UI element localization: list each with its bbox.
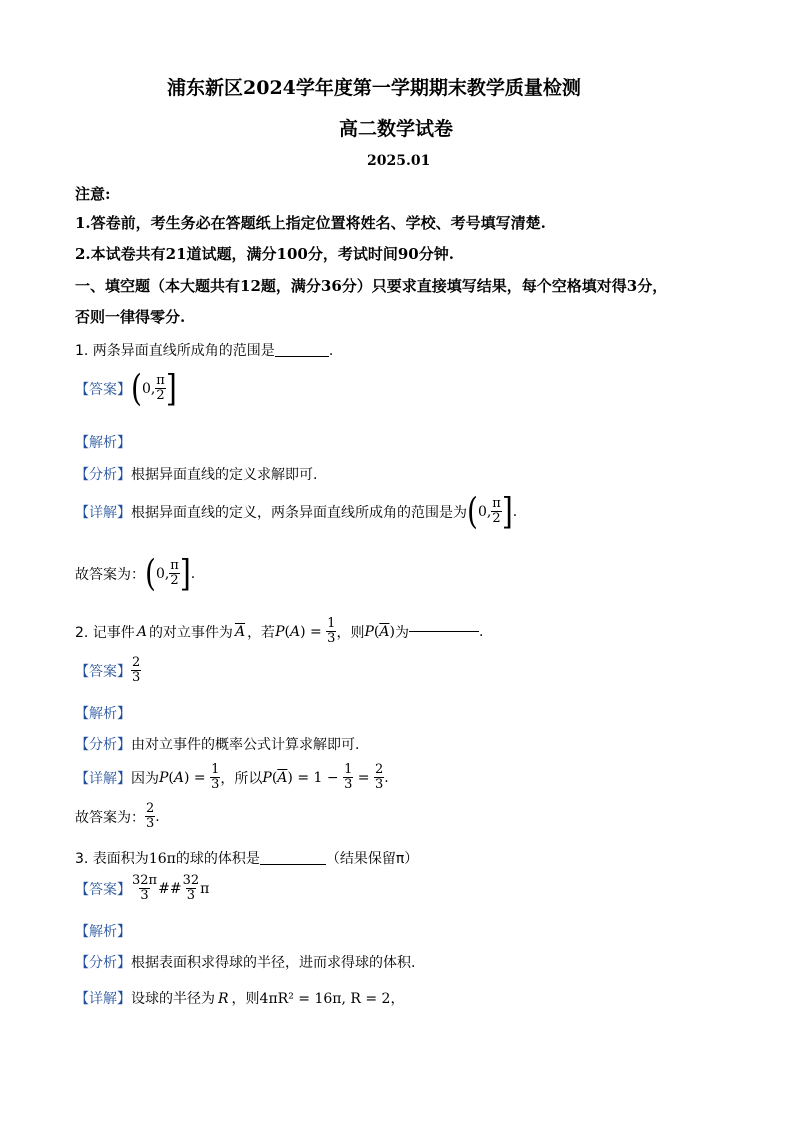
one-third-fraction: $\frac{1}{3}$ <box>344 762 353 793</box>
q1-detail-interval <box>467 489 513 533</box>
q1-detail-tag: 【详解】 <box>75 504 131 521</box>
q2-detail-tag: 【详解】 <box>75 770 131 787</box>
q1-fenxi <box>75 464 317 484</box>
q2-stem-e: 为 <box>394 624 409 641</box>
q2-stem-c: ，若 <box>247 624 276 641</box>
q2-analysis-tag: 【解析】 <box>75 706 131 722</box>
close-bracket: ] <box>165 366 177 410</box>
q1-stem-end: . <box>328 343 334 359</box>
one-third-fraction: $\frac{1}{3}$ <box>211 762 220 793</box>
open-paren: ( <box>131 366 142 410</box>
q3-answer-blank <box>260 864 326 865</box>
pi-over-two-fraction: $\frac{\pi}{2}$ <box>170 558 179 589</box>
q3-answer-fraction-1: $\frac{32\pi}{3}$ <box>132 873 158 904</box>
two-thirds-fraction: $\frac{2}{3}$ <box>374 762 384 793</box>
section-1-instruction-2: 否则一律得零分. <box>75 308 186 326</box>
q2-stem-b: 的对立事件为 <box>148 624 233 641</box>
q2-stem-end: . <box>478 623 484 640</box>
q3-answer-separator: ## <box>158 880 182 897</box>
q3-fenxi <box>75 952 415 972</box>
q1-stem-text: 1. 两条异面直线所成角的范围是 <box>75 343 275 359</box>
q2-prob-complement: $P(\overline{A})$ <box>364 623 395 640</box>
q1-answer-tag: 【答案】 <box>75 381 131 398</box>
q3-var-r: R <box>218 991 229 1007</box>
q1-answer-interval <box>131 366 177 410</box>
close-bracket: ] <box>179 551 191 595</box>
q3-stem-b: 的球的体积是 <box>175 851 260 867</box>
q2-prob-given: P ( A ) = $\frac{1}{3}$ <box>275 616 336 647</box>
q3-detail-a: 设球的半径为 <box>131 991 215 1007</box>
notes-line-1: 1.答卷前，考生务必在答题纸上指定位置将姓名、学校、考号填写清楚. <box>75 214 546 232</box>
q1-detail-end: . <box>512 503 518 520</box>
q3-answer-tag: 【答案】 <box>75 881 131 898</box>
q2-answer-row <box>75 656 141 686</box>
notes-heading: 注意: <box>75 185 111 203</box>
q1-analysis-tag: 【解析】 <box>75 435 131 451</box>
q3-area: 16π <box>148 851 176 867</box>
pi-over-two-fraction: $\frac{\pi}{2}$ <box>492 496 501 527</box>
q1-fenxi-tag: 【分析】 <box>75 467 131 483</box>
q3-answer-fraction-2: $\frac{32}{3}$ <box>182 873 200 904</box>
q2-final-answer <box>75 802 160 832</box>
q3-formula: 4πR² = 16π, R = 2 <box>259 991 391 1007</box>
q3-stem-c: （结果保留π） <box>325 851 419 867</box>
q2-fenxi-tag: 【分析】 <box>75 737 131 753</box>
close-bracket: ] <box>501 489 513 533</box>
exam-subtitle: 高二数学试卷 <box>339 118 454 140</box>
q3-analysis-tag: 【解析】 <box>75 924 131 940</box>
q3-stem-a: 3. 表面积为 <box>75 851 149 867</box>
pi-over-two-fraction: $\frac{\pi}{2}$ <box>156 373 165 404</box>
q2-answer-tag: 【答案】 <box>75 663 131 680</box>
one-third-fraction: $\frac{1}{3}$ <box>327 616 336 647</box>
q1-answer-blank <box>275 356 329 357</box>
open-paren: ( <box>145 551 156 595</box>
q2-answer-blank <box>409 631 479 632</box>
q1-so-answer: 故答案为： <box>75 566 145 583</box>
q1-stem <box>75 340 333 360</box>
q2-stem-d: ，则 <box>336 624 365 641</box>
exam-date: 2025.01 <box>367 153 431 169</box>
q1-fenxi-text: 根据异面直线的定义求解即可. <box>131 467 318 483</box>
q1-zero: 0, <box>155 565 170 582</box>
q3-answer-row <box>75 874 209 904</box>
q3-stem <box>75 848 418 868</box>
q3-fenxi-tag: 【分析】 <box>75 955 131 971</box>
q2-detail-end: . <box>384 769 389 786</box>
q2-stem <box>75 617 483 647</box>
q1-answer-row <box>75 366 177 410</box>
two-thirds-fraction: $\frac{2}{3}$ <box>132 655 141 686</box>
q3-detail-b: ，则 <box>231 991 260 1007</box>
q2-detail-a: 因为 <box>131 770 159 787</box>
q1-zero: 0, <box>477 503 492 520</box>
exam-title: 浦东新区2024学年度第一学期期末教学质量检测 <box>167 77 581 99</box>
q2-detail-b: ，所以 <box>220 770 263 787</box>
q3-detail <box>75 988 404 1008</box>
notes-line-2: 2.本试卷共有21道试题，满分100分，考试时间90分钟. <box>75 245 454 263</box>
q1-final-interval <box>145 551 191 595</box>
q2-final-end: . <box>155 808 160 825</box>
q3-detail-end: ， <box>390 991 405 1007</box>
q2-detail <box>75 763 389 793</box>
q1-detail <box>75 489 518 533</box>
q2-fenxi <box>75 734 359 754</box>
q1-detail-text: 根据异面直线的定义，两条异面直线所成角的范围是为 <box>131 504 467 521</box>
q2-var-a-complement: $\overline{A}$ <box>234 623 246 640</box>
q1-zero: 0, <box>141 380 156 397</box>
q2-stem-a: 2. 记事件 <box>75 624 135 641</box>
q2-fenxi-text: 由对立事件的概率公式计算求解即可. <box>131 737 360 753</box>
q3-answer-pi: π <box>200 880 210 897</box>
q2-detail-given: P ( A ) = $\frac{1}{3}$ <box>159 762 220 793</box>
q3-detail-tag: 【详解】 <box>75 991 131 1007</box>
q2-detail-calc: P ( $\overline{A}$ ) = 1 − $\frac{1}{3}$ = $\frac{2}{3}$ <box>262 762 384 793</box>
q2-so-answer: 故答案为： <box>75 809 145 826</box>
q3-fenxi-text: 根据表面积求得球的半径，进而求得球的体积. <box>131 955 416 971</box>
two-thirds-fraction: $\frac{2}{3}$ <box>146 801 155 832</box>
open-paren: ( <box>467 489 478 533</box>
section-1-instruction-1: 一、填空题（本大题共有12题，满分36分）只要求直接填写结果，每个空格填对得3分， <box>75 277 668 295</box>
q1-final-end: . <box>190 565 196 582</box>
q1-final-answer <box>75 551 196 595</box>
q2-var-a: A <box>136 623 147 640</box>
